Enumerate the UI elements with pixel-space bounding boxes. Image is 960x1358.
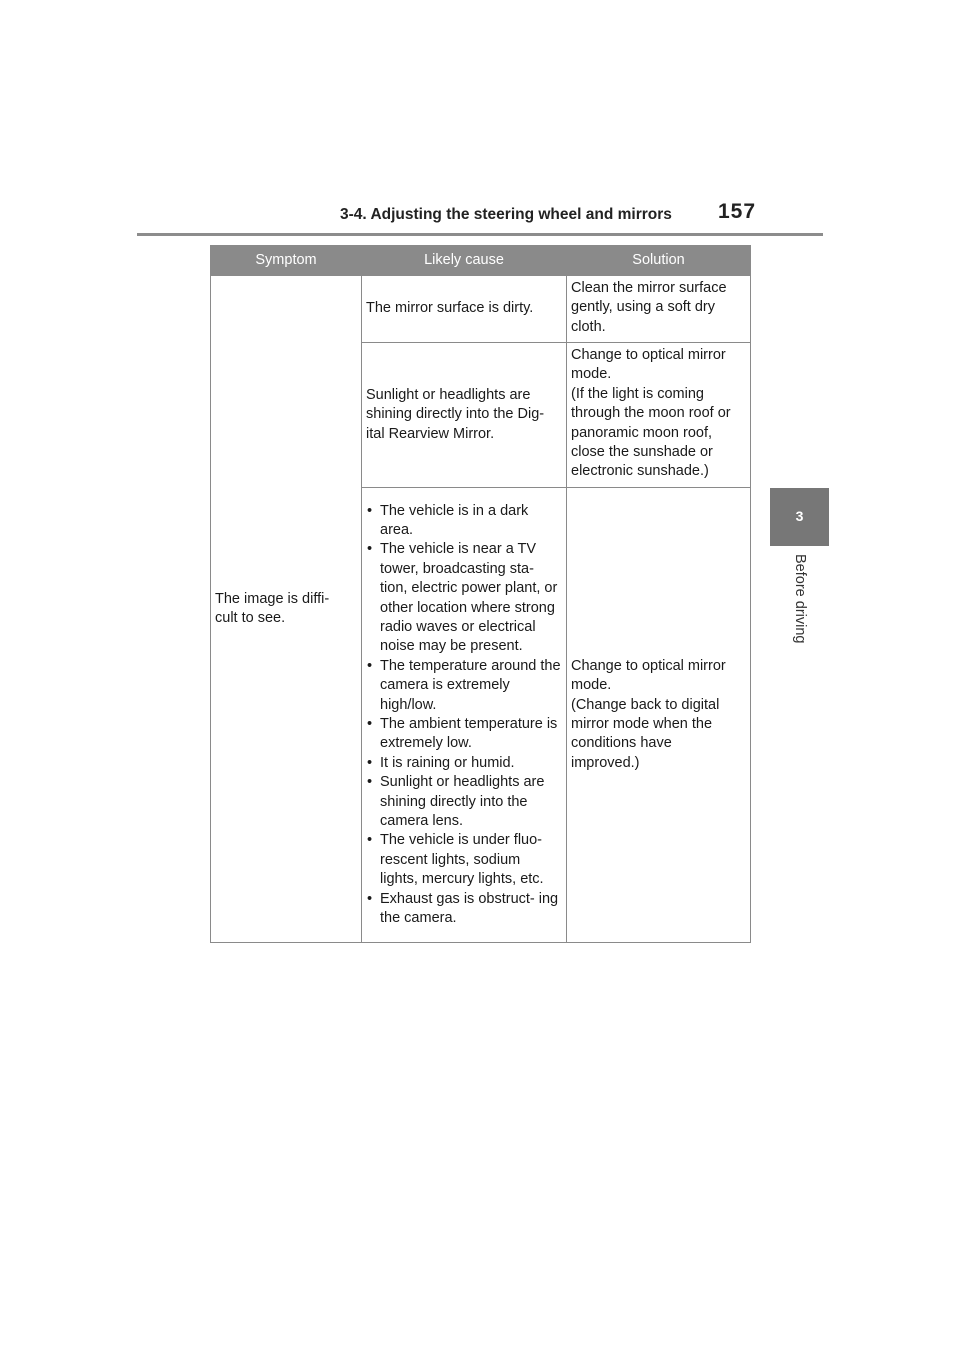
column-header-symptom: Symptom — [211, 246, 362, 276]
solution-line: Change to optical mirror — [571, 657, 726, 674]
solution-line: (Change back to digital — [571, 696, 720, 713]
solution-line: conditions have — [571, 735, 672, 752]
cause-cell: The mirror surface is dirty. — [362, 276, 567, 343]
chapter-tab — [770, 488, 829, 546]
solution-line: Change to optical mirror — [571, 347, 726, 363]
list-item: • The vehicle is under fluo- rescent lights, sodium lights, mercury lights, etc. — [366, 831, 562, 889]
solution-line: through the moon roof or — [571, 405, 731, 422]
troubleshooting-table — [210, 245, 751, 943]
cause-list — [366, 502, 562, 929]
list-item: • It is raining or humid. — [366, 754, 562, 773]
solution-line: close the sunshade or — [571, 444, 713, 461]
list-item: • The vehicle is near a TV tower, broadcasting sta- tion, electric power plant, or other location where strong radio waves or electrical noise may be present. — [366, 540, 562, 656]
solution-line: (If the light is coming — [571, 385, 704, 402]
page-number: 157 — [718, 200, 757, 223]
table-row — [211, 276, 751, 343]
solution-cell — [567, 276, 751, 343]
table-header-row — [211, 246, 751, 276]
cause-line: shining directly into the Dig- — [366, 406, 545, 423]
column-header-solution: Solution — [567, 246, 751, 276]
solution-line: mode. — [571, 366, 612, 383]
solution-line: Clean the mirror surface — [571, 280, 727, 296]
column-header-likely-cause: Likely cause — [362, 246, 567, 276]
list-item: • The temperature around the camera is extremely high/low. — [366, 657, 562, 715]
solution-line: electronic sunshade.) — [571, 463, 709, 480]
solution-line: mirror mode when the — [571, 716, 713, 732]
symptom-cell: The image is diffi- cult to see. — [211, 276, 362, 943]
solution-cell — [567, 488, 751, 943]
solution-line: cloth. — [571, 318, 606, 335]
chapter-number: 3 — [795, 508, 804, 524]
solution-line: improved.) — [571, 754, 640, 771]
list-item: • The vehicle is in a dark area. — [366, 502, 562, 541]
solution-cell — [567, 343, 751, 488]
section-title: 3-4. Adjusting the steering wheel and mirrors — [340, 206, 672, 223]
solution-line: gently, using a soft dry — [571, 299, 716, 316]
solution-line: panoramic moon roof, — [571, 424, 713, 441]
cause-cell — [362, 488, 567, 943]
chapter-label-text: Before driving — [792, 554, 808, 644]
header-rule — [137, 233, 823, 236]
solution-line: mode. — [571, 677, 612, 694]
chapter-label — [790, 556, 810, 666]
cause-line: ital Rearview Mirror. — [366, 425, 495, 442]
cause-cell — [362, 343, 567, 488]
list-item: • The ambient temperature is extremely low. — [366, 715, 562, 754]
list-item: • Exhaust gas is obstruct- ing the camera. — [366, 890, 562, 929]
cause-line: Sunlight or headlights are — [366, 386, 531, 403]
list-item: • Sunlight or headlights are shining directly into the camera lens. — [366, 773, 562, 831]
